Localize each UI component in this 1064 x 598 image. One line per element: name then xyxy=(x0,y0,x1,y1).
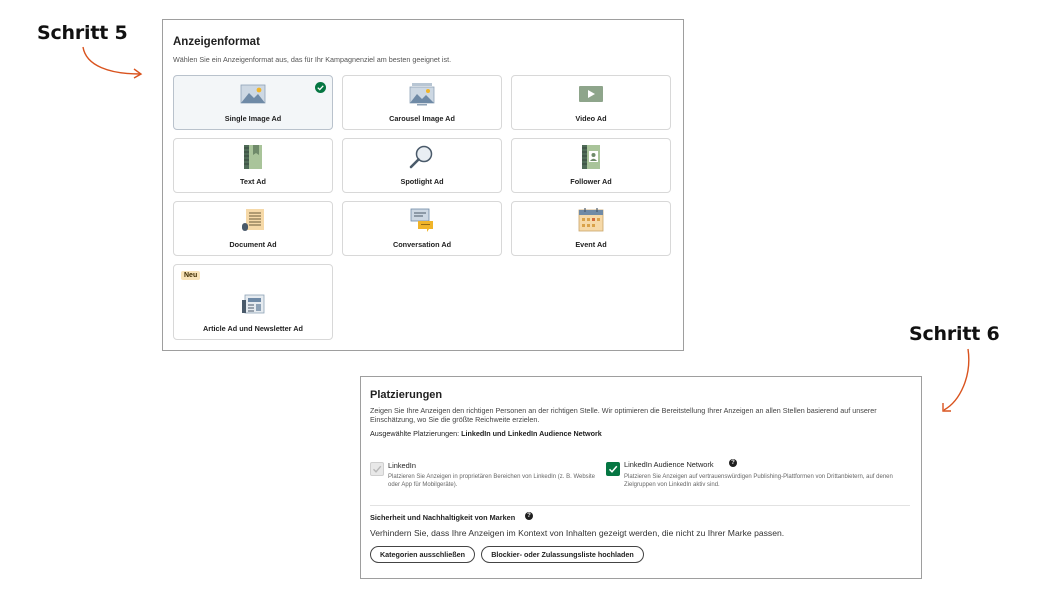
placements-title: Platzierungen xyxy=(370,389,443,401)
ad-format-subtitle: Wählen Sie ein Anzeigenformat aus, das für Ihr Kampagnenziel am besten geeignet ist. xyxy=(173,55,452,64)
arrow-to-placements-icon xyxy=(938,346,978,418)
ad-format-card-article-newsletter[interactable] xyxy=(173,264,333,340)
step-6-label: Schritt 6 xyxy=(909,323,1000,345)
audience-network-option-desc: Platzieren Sie Anzeigen auf vertrauenswürdigen Publishing-Plattformen von Drittanbietern, auf denen Zielgruppen von LinkedIn aktiv sind. xyxy=(624,474,893,488)
brand-safety-description: Verhindern Sie, dass Ihre Anzeigen im Kontext von Inhalten gezeigt werden, die nicht zu Ihrer Marke passen. xyxy=(370,528,785,538)
checkmark-icon xyxy=(371,463,383,475)
arrow-to-ad-format-icon xyxy=(80,44,150,84)
brand-safety-title: Sicherheit und Nachhaltigkeit von Marken xyxy=(370,513,516,522)
ad-format-card-video[interactable] xyxy=(511,75,671,130)
document-icon xyxy=(240,208,266,232)
linkedin-option-desc: Platzieren Sie Anzeigen in proprietären Bereichen von LinkedIn (z. B. Website oder App für Mobilgeräte). xyxy=(388,474,596,488)
ad-format-card-event[interactable] xyxy=(511,201,671,256)
magnifier-icon xyxy=(409,145,435,169)
single-image-icon xyxy=(240,82,266,106)
audience-network-option-title: LinkedIn Audience Network xyxy=(624,460,714,469)
ad-format-title: Anzeigenformat xyxy=(173,36,260,48)
exclude-categories-button[interactable]: Kategorien ausschließen xyxy=(370,546,475,563)
selected-placements-value: LinkedIn und LinkedIn Audience Network xyxy=(461,429,602,438)
ad-format-label: Document Ad xyxy=(229,240,277,249)
ad-format-card-single-image[interactable] xyxy=(173,75,333,130)
checkmark-icon xyxy=(607,463,619,475)
video-icon xyxy=(578,82,604,106)
ad-format-card-carousel[interactable] xyxy=(342,75,502,130)
step-5-label: Schritt 5 xyxy=(37,22,128,44)
ad-format-label: Video Ad xyxy=(575,114,607,123)
ad-format-card-text[interactable] xyxy=(173,138,333,193)
placements-panel xyxy=(360,376,922,579)
brand-safety-help-icon[interactable]: ? xyxy=(525,512,533,520)
calendar-icon xyxy=(578,208,604,232)
carousel-image-icon xyxy=(409,82,435,106)
new-badge: Neu xyxy=(181,271,200,280)
ad-format-card-conversation[interactable] xyxy=(342,201,502,256)
ad-format-label: Article Ad und Newsletter Ad xyxy=(202,324,303,333)
ad-format-panel xyxy=(162,19,684,351)
newspaper-icon xyxy=(240,292,266,316)
audience-network-help-icon[interactable]: ? xyxy=(729,459,737,467)
ad-format-label: Carousel Image Ad xyxy=(389,114,455,123)
ad-format-card-spotlight[interactable] xyxy=(342,138,502,193)
ad-format-label: Follower Ad xyxy=(570,177,612,186)
ad-format-card-follower[interactable] xyxy=(511,138,671,193)
ad-format-label: Text Ad xyxy=(240,177,266,186)
ad-format-label: Spotlight Ad xyxy=(400,177,444,186)
selected-check-icon xyxy=(315,82,326,93)
ad-format-card-document[interactable] xyxy=(173,201,333,256)
linkedin-option-title: LinkedIn xyxy=(388,461,416,470)
linkedin-checkbox[interactable] xyxy=(370,462,384,476)
ad-format-label: Conversation Ad xyxy=(392,240,452,249)
selected-placements-label: Ausgewählte Platzierungen: xyxy=(370,429,460,438)
conversation-icon xyxy=(409,208,435,232)
section-divider xyxy=(370,505,910,506)
ad-format-label: Single Image Ad xyxy=(224,114,282,123)
follower-icon xyxy=(578,145,604,169)
audience-network-checkbox[interactable] xyxy=(606,462,620,476)
selected-placements xyxy=(370,429,602,438)
ad-format-label: Event Ad xyxy=(575,240,607,249)
placements-description: Zeigen Sie Ihre Anzeigen den richtigen Personen an der richtigen Stelle. Wir optimieren die Bereitstellung Ihrer Anzeigen an allen Stellen basierend auf unserer Einschätzung, wo Sie die größte Reichweite erzielen. xyxy=(370,406,877,425)
text-ad-icon xyxy=(240,145,266,169)
upload-list-button[interactable]: Blockier- oder Zulassungsliste hochladen xyxy=(481,546,644,563)
